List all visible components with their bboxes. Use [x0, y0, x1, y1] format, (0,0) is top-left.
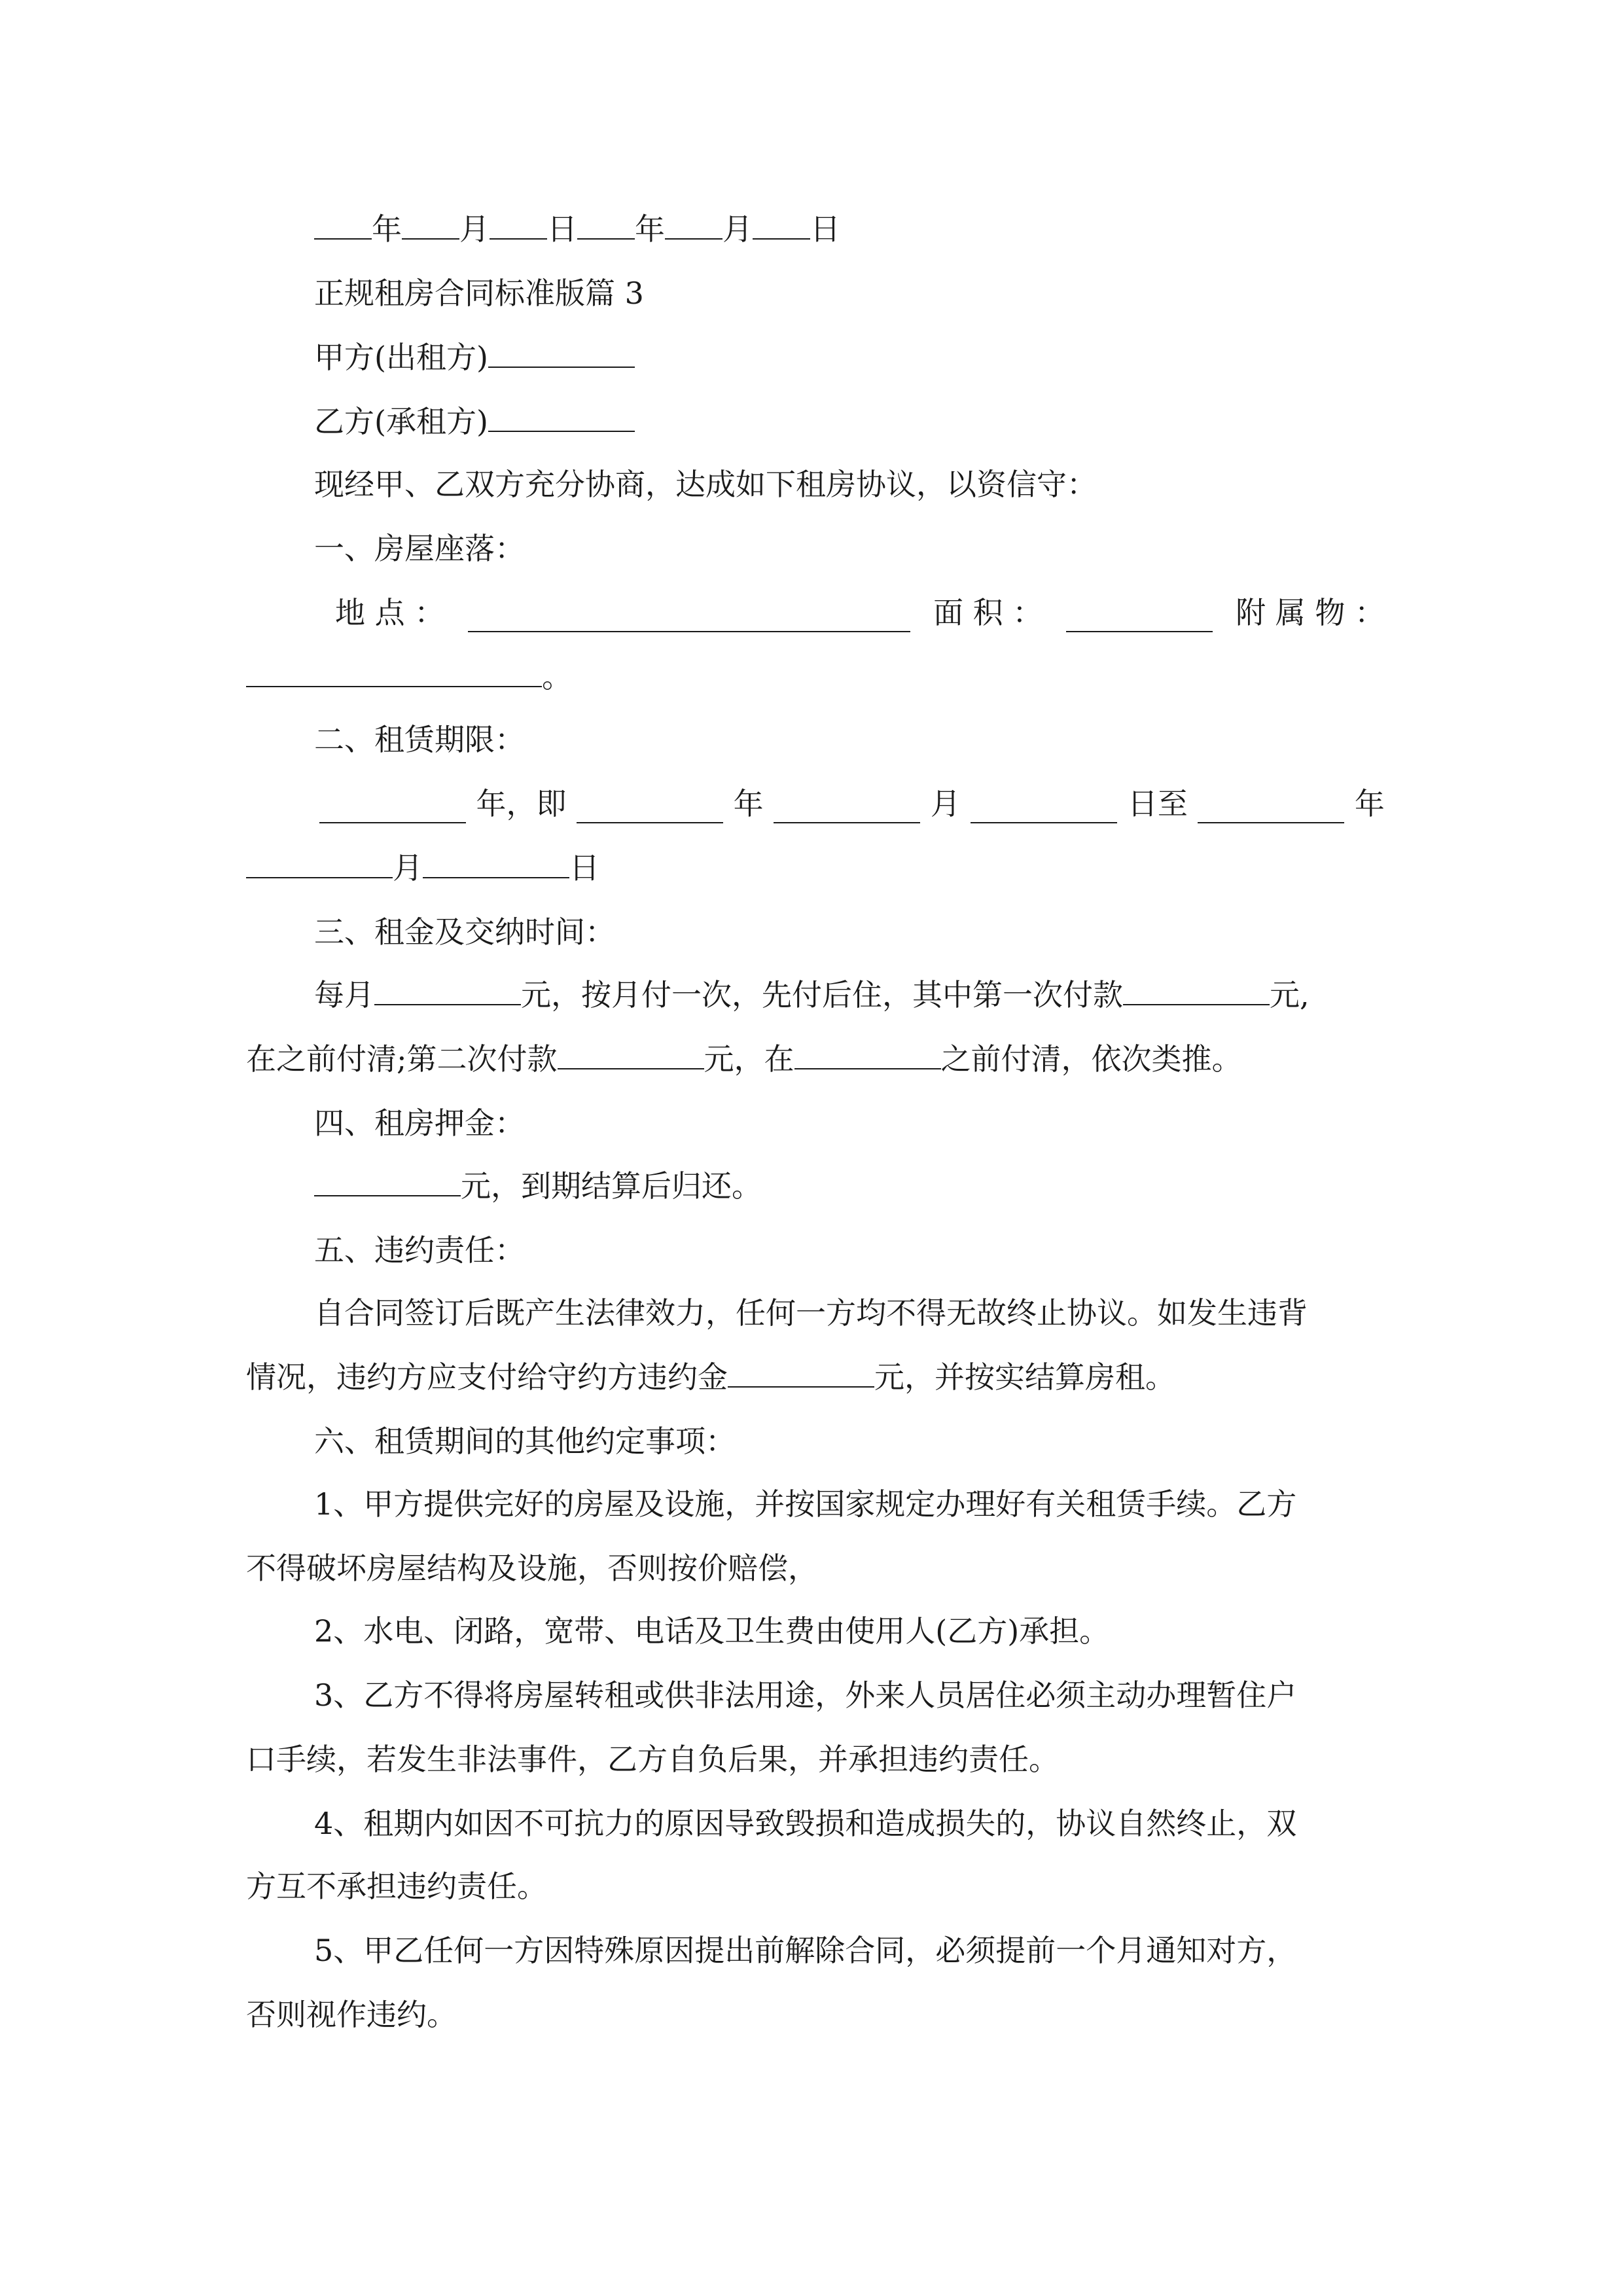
blank-field — [314, 1166, 461, 1196]
blank-field — [1198, 793, 1344, 823]
blank-field — [971, 793, 1117, 823]
date-month-2: 月 — [722, 211, 753, 247]
clause5-line2 — [246, 1357, 1385, 1397]
section-title: 正规租房合同标准版篇 3 — [314, 276, 644, 311]
start-day-to: 日至 — [1127, 786, 1188, 821]
clause6-item1-line1: 1、甲方提供完好的房屋及设施，并按国家规定办理好有关租赁手续。乙方 — [314, 1486, 1297, 1522]
blank-field — [577, 793, 723, 823]
date-day-1: 日 — [547, 211, 577, 247]
start-month: 月 — [930, 786, 961, 821]
penalty-end: 元，并按实结算房租。 — [874, 1359, 1175, 1395]
monthly-label: 每月 — [314, 977, 374, 1013]
date-day-2: 日 — [810, 211, 840, 247]
clause5-heading: 五、违约责任： — [314, 1232, 525, 1268]
first-payment-unit: 元, — [1270, 977, 1310, 1013]
end-day: 日 — [569, 850, 599, 886]
end-month: 月 — [393, 850, 423, 886]
blank-field — [402, 209, 459, 240]
date-year-1: 年 — [372, 211, 402, 247]
blank-field — [1066, 602, 1213, 632]
area-label: 面 积 ： — [933, 595, 1043, 630]
clause1-appendage-line — [246, 657, 1385, 696]
start-year: 年 — [733, 786, 764, 821]
blank-field — [753, 209, 810, 240]
intro-paragraph: 现经甲、乙双方充分协商，达成如下租房协议，以资信守： — [314, 467, 1097, 502]
clause5-line1: 自合同签订后既产生法律效力，任何一方均不得无故终止协议。如发生违背 — [314, 1295, 1308, 1331]
location-label: 地 点 ： — [335, 595, 445, 630]
clause3-heading: 三、租金及交纳时间： — [314, 914, 615, 950]
blank-field — [246, 657, 542, 687]
clause2-heading: 二、租赁期限： — [314, 722, 525, 757]
blank-field — [468, 602, 910, 632]
blank-field — [246, 848, 393, 878]
end-mark: 。 — [542, 659, 572, 694]
clause6-item4-line2: 方互不承担违约责任。 — [246, 1869, 547, 1904]
blank-field — [488, 402, 635, 432]
blank-field — [665, 209, 722, 240]
clause1-heading: 一、房屋座落： — [314, 531, 525, 566]
blank-field — [490, 209, 547, 240]
blank-field — [577, 209, 635, 240]
clause6-item3-line1: 3、乙方不得将房屋转租或供非法用途，外来人员居住必须主动办理暂住户 — [314, 1677, 1297, 1713]
clause6-item2: 2、水电、闭路，宽带、电话及卫生费由使用人(乙方)承担。 — [314, 1613, 1110, 1649]
clause6-item3-line2: 口手续，若发生非法事件，乙方自负后果，并承担违约责任。 — [246, 1742, 1059, 1777]
clause2-end-line — [246, 848, 1385, 888]
end-year: 年 — [1354, 786, 1385, 821]
clause6-item4-line1: 4、租期内如因不可抗力的原因导致毁损和造成损失的，协议自然终止，双 — [314, 1806, 1297, 1841]
clause4-deposit-line — [246, 1166, 1385, 1206]
blank-field — [314, 209, 372, 240]
party-a-label: 甲方(出租方) — [314, 340, 488, 375]
clause4-heading: 四、租房押金： — [314, 1105, 525, 1141]
clause6-item5-line1: 5、甲乙任何一方因特殊原因提出前解除合同，必须提前一个月通知对方， — [314, 1933, 1297, 1968]
party-a-line — [246, 338, 1385, 377]
second-payment-mid: 元，在 — [704, 1041, 794, 1077]
date-line — [246, 209, 1385, 249]
blank-field — [374, 975, 521, 1005]
appendage-label: 附 属 物 ： — [1236, 595, 1385, 630]
date-month-1: 月 — [459, 211, 490, 247]
blank-field — [1123, 975, 1270, 1005]
blank-field — [774, 793, 920, 823]
clause3-line2 — [246, 1039, 1385, 1079]
blank-field — [423, 848, 569, 878]
clause1-location-line — [246, 593, 1385, 632]
clause6-heading: 六、租赁期间的其他约定事项： — [314, 1424, 736, 1459]
party-b-line — [246, 402, 1385, 441]
blank-field — [488, 338, 635, 368]
blank-field — [558, 1039, 704, 1069]
blank-field — [319, 793, 466, 823]
second-payment-end: 之前付清，依次类推。 — [940, 1041, 1242, 1077]
years-suffix: 年，即 — [476, 786, 567, 821]
clause2-term-line — [246, 784, 1385, 823]
second-payment-label: 在之前付清;第二次付款 — [246, 1041, 558, 1077]
blank-field — [794, 1039, 941, 1069]
rent-terms: 元，按月付一次，先付后住，其中第一次付款 — [521, 977, 1123, 1013]
clause3-line1 — [246, 975, 1385, 1014]
date-year-2: 年 — [635, 211, 665, 247]
blank-field — [728, 1357, 874, 1388]
deposit-text: 元，到期结算后归还。 — [461, 1168, 762, 1204]
clause6-item5-line2: 否则视作违约。 — [246, 1997, 457, 2032]
penalty-label: 情况，违约方应支付给守约方违约金 — [246, 1359, 728, 1395]
party-b-label: 乙方(承租方) — [314, 404, 488, 439]
clause6-item1-line2: 不得破坏房屋结构及设施，否则按价赔偿， — [246, 1551, 818, 1586]
